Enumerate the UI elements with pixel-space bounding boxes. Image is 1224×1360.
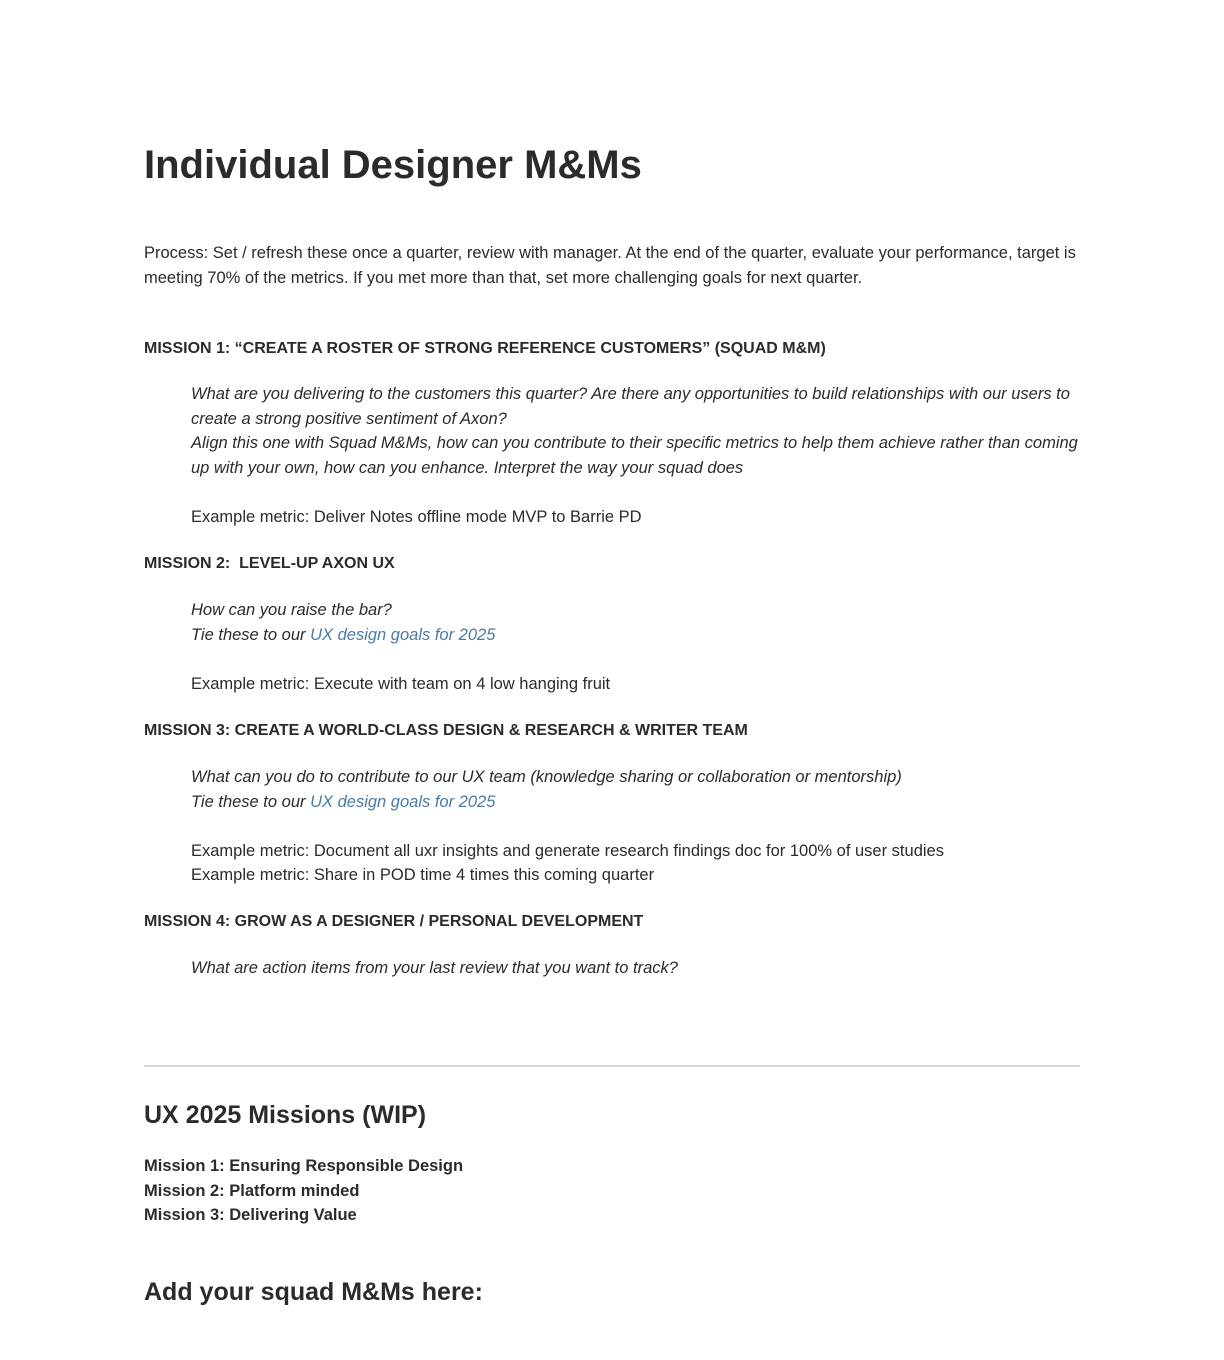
mission-4-prompt: What are action items from your last review that you want to track? xyxy=(191,959,678,977)
list-item: Mission 2: Platform minded xyxy=(144,1181,360,1200)
mission-1-prompt-2: Align this one with Squad M&Ms, how can you contribute to their specific metrics to help them achieve rather than coming up with your own, how can you enhance. Interpret the way your squad does xyxy=(191,434,1078,477)
spacer xyxy=(191,814,1084,839)
mission-1-prompt: What are you delivering to the customers this quarter? Are there any opportunities to build relationships with our users to create a strong positive sentiment of Axon? xyxy=(191,385,1070,428)
ux-design-goals-link[interactable]: UX design goals for 2025 xyxy=(310,625,496,644)
list-item: Mission 1: Ensuring Responsible Design xyxy=(144,1157,464,1175)
page-title: Individual Designer M&Ms xyxy=(144,143,642,187)
mission-2-heading: MISSION 2: LEVEL-UP AXON UX xyxy=(144,555,395,572)
mission-1-example-metric: Example metric: Deliver Notes offline mode MVP to Barrie PD xyxy=(191,507,642,526)
mission-1-heading: MISSION 1: “CREATE A ROSTER OF STRONG REFERENCE CUSTOMERS” (SQUAD M&M) xyxy=(144,340,826,357)
mission-1-body xyxy=(191,382,1084,529)
mission-3-prompt: What can you do to contribute to our UX team (knowledge sharing or collaboration or mentorship) xyxy=(191,768,902,786)
mission-3-example-metric-2: Example metric: Share in POD time 4 times this coming quarter xyxy=(191,866,655,884)
spacer xyxy=(191,480,1084,505)
ux-design-goals-link[interactable]: UX design goals for 2025 xyxy=(310,792,496,811)
tie-prefix: Tie these to our xyxy=(191,625,311,644)
spacer xyxy=(191,647,1084,672)
mission-3-body xyxy=(191,765,1084,888)
mission-3-tie-line xyxy=(191,790,1084,815)
squad-mms-heading: Add your squad M&Ms here: xyxy=(144,1278,483,1306)
ux-missions-list xyxy=(144,1154,463,1228)
ux-missions-heading: UX 2025 Missions (WIP) xyxy=(144,1101,427,1129)
list-item: Mission 3: Delivering Value xyxy=(144,1206,357,1224)
mission-3-heading: MISSION 3: CREATE A WORLD-CLASS DESIGN & RESEARCH & WRITER TEAM xyxy=(144,722,748,739)
process-paragraph: Process: Set / refresh these once a quarter, review with manager. At the end of the quarter, evaluate your performance, target is meeting 70% of the metrics. If you met more than that, set more challenging goals for next quarter. xyxy=(144,244,1076,287)
tie-prefix: Tie these to our xyxy=(191,792,311,811)
mission-2-tie-line xyxy=(191,623,1084,648)
mission-4-heading: MISSION 4: GROW AS A DESIGNER / PERSONAL DEVELOPMENT xyxy=(144,913,644,930)
mission-3-example-metric-1: Example metric: Document all uxr insights and generate research findings doc for 100% of user studies xyxy=(191,841,944,860)
mission-2-prompt: How can you raise the bar? xyxy=(191,601,392,619)
section-divider xyxy=(144,1065,1080,1067)
mission-2-example-metric: Example metric: Execute with team on 4 low hanging fruit xyxy=(191,674,611,693)
mission-4-body xyxy=(191,956,1084,981)
mission-2-body xyxy=(191,598,1084,696)
